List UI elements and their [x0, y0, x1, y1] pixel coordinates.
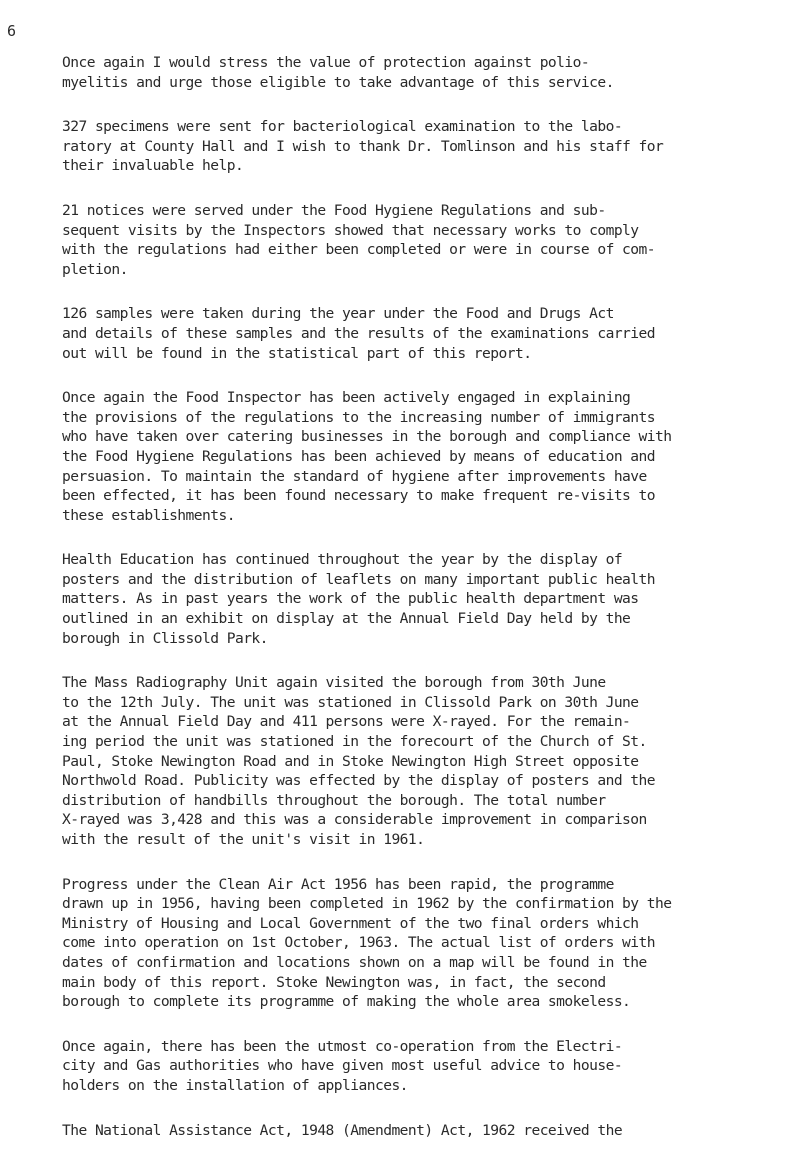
page-number: 6 — [7, 22, 17, 40]
paragraph-food-hygiene-notices: 21 notices were served under the Food Hygiene Regulations and sub- sequent visits by the Inspectors showed that necessary works to comply with the regulations had either been completed or were in course of com- pletion. — [62, 201, 656, 278]
paragraph-food-drugs-samples: 126 samples were taken during the year under the Food and Drugs Act and details of these samples and the results of the examinations carried out will be found in the statistical part of this report. — [62, 305, 656, 362]
paragraph-health-education: Health Education has continued throughout the year by the display of posters and the distribution of leaflets on many important public health matters. As in past years the work of the public health department was outlined in an exhibit on display at the Annual Field Day held by the borough in Clissold Park. — [62, 551, 656, 647]
paragraph-bacteriological-specimens: 327 specimens were sent for bacteriological examination to the labo- ratory at County Hall and I wish to thank Dr. Tomlinson and his staff for their invaluable help. — [62, 118, 664, 175]
paragraph-polio-protection: Once again I would stress the value of protection against polio- myelitis and urge those eligible to take advantage of this service. — [62, 54, 614, 91]
paragraph-food-inspector: Once again the Food Inspector has been actively engaged in explaining the provisions of the regulations to the increasing number of immigrants who have taken over catering businesses in the borough and compliance with the Food Hygiene Regulations has been achieved by means of education and persuasion. To maintain the standard of hygiene after improvements have been effected, it has been found necessary to make frequent re-visits to these establishments. — [62, 389, 672, 524]
paragraph-electricity-gas: Once again, there has been the utmost co-operation from the Electri- city and Gas authorities who have given most useful advice to house- holders on the installation of appliances. — [62, 1037, 623, 1094]
paragraph-clean-air-act: Progress under the Clean Air Act 1956 has been rapid, the programme drawn up in 1956, having been completed in 1962 by the confirmation by the Ministry of Housing and Local Government of the two final orders which come into operation on 1st October, 1963. The actual list of orders with dates of confirmation and locations shown on a map will be found in the main body of this report. Stoke Newington was, in fact, the second borough to complete its programme of making the whole area smokeless. — [62, 875, 672, 1011]
paragraph-national-assistance-act: The National Assistance Act, 1948 (Amendment) Act, 1962 received the — [62, 1121, 623, 1139]
report-body — [62, 53, 782, 1165]
paragraph-mass-radiography: The Mass Radiography Unit again visited the borough from 30th June to the 12th July. The unit was stationed in Clissold Park on 30th June at the Annual Field Day and 411 persons were X-rayed. For the remain- ing period the unit was stationed in the forecourt of the Church of St. Paul, Stoke Newington Road and in Stoke Newington High Street opposite Northwold Road. Publicity was effected by the display of posters and the distribution of handbills throughout the borough. The total number X-rayed was 3,428 and this was a considerable improvement in comparison with the result of the unit's visit in 1961. — [62, 674, 656, 848]
